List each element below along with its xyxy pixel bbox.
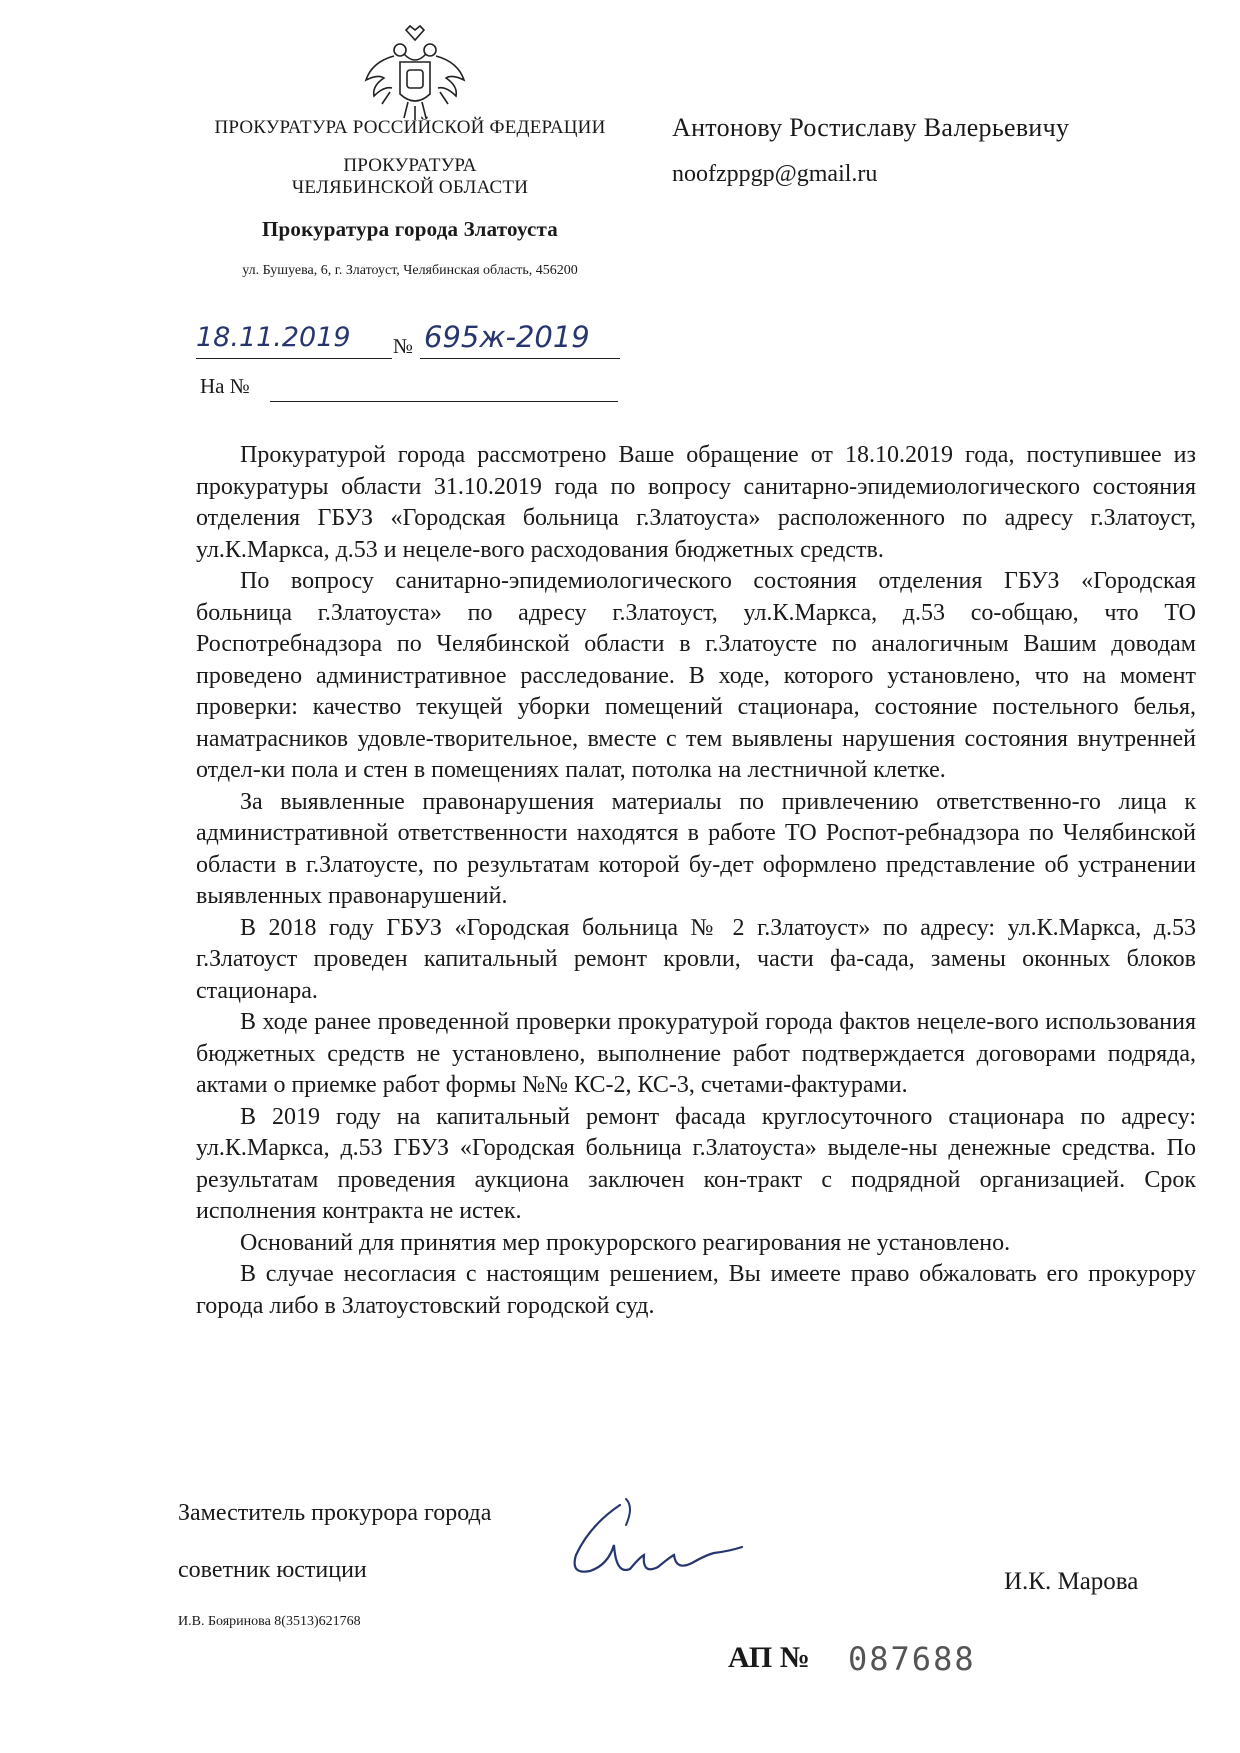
signer-name: И.К. Марова: [1004, 1568, 1139, 1595]
recipient-name: Антонову Ростиславу Валерьевичу: [672, 113, 1070, 142]
document-number: 695ж-2019: [424, 320, 590, 354]
paragraph: По вопросу санитарно-эпидемиологического состояния отделения ГБУЗ «Городская больница г.Златоуста» по адресу г.Златоуст, ул.К.Маркса, д.53 со-общаю, что ТО Роспотребнадзора по Челябинской области в г.Златоусте по аналогичным Вашим доводам проведено административное расследование. В ходе, которого установлено, что на момент проверки: качество текущей уборки помещений стационара, состояние постельного белья, наматрасников удовле-творительное, вместе с тем выявлены нарушения состояния внутренней отдел-ки пола и стен в помещениях палат, потолка на лестничной клетке.: [196, 568, 1196, 783]
executor-contact: И.В. Бояринова 8(3513)621768: [178, 1614, 361, 1629]
recipient-email: noofzppgp@gmail.ru: [672, 161, 878, 187]
paragraph: Прокуратурой города рассмотрено Ваше обращение от 18.10.2019 года, поступившее из прокуратуры области 31.10.2019 года по вопросу санитарно-эпидемиологического состояния отделения ГБУЗ «Городская больница г.Златоуста» расположенного по адресу г.Златоуст, ул.К.Маркса, д.53 и нецеле-вого расходования бюджетных средств.: [196, 442, 1196, 563]
reply-to-underline: [270, 377, 618, 402]
signer-position: Заместитель прокурора города: [178, 1500, 492, 1526]
handwritten-signature: [530, 1485, 760, 1595]
paragraph: В случае несогласия с настоящим решением, Вы имеете право обжаловать его прокурору города либо в Златоустовский городской суд.: [196, 1261, 1196, 1319]
signer-rank: советник юстиции: [178, 1557, 367, 1583]
paragraph: За выявленные правонарушения материалы по привлечению ответственно-го лица к административной ответственности находятся в работе ТО Роспот-ребнадзора по Челябинской области в г.Златоусте, по результатам которой бу-дет оформлено представление об устранении выявленных правонарушений.: [196, 788, 1196, 909]
paragraph: В 2019 году на капитальный ремонт фасада круглосуточного стационара по адресу: ул.К.Маркса, д.53 ГБУЗ «Городская больница г.Златоуста» выделе-ны денежные средства. По результатам проведения аукциона заключен кон-тракт с подрядной организацией. Срок исполнения контракта не истек.: [196, 1103, 1196, 1224]
paragraph: В ходе ранее проведенной проверки прокуратурой города фактов нецеле-вого использования бюджетных средств не установлено, выполнение работ подтверждается договорами подряда, актами о приемке работ формы №№ КС-2, КС-3, счетами-фактурами.: [196, 1009, 1196, 1098]
letter-body: [196, 440, 1196, 1322]
form-serial-number: 087688: [848, 1640, 976, 1678]
form-series-label: АП №: [728, 1641, 810, 1674]
reply-to-label: На №: [200, 374, 250, 398]
org-line-federation: ПРОКУРАТУРА РОССИЙСКОЙ ФЕДЕРАЦИИ: [214, 117, 606, 138]
org-line-region: ЧЕЛЯБИНСКОЙ ОБЛАСТИ: [291, 177, 529, 198]
double-headed-eagle-emblem: [360, 22, 470, 122]
paragraph: Оснований для принятия мер прокурорского реагирования не установлено.: [240, 1229, 1011, 1256]
org-line-regional: [190, 155, 630, 199]
number-sign: №: [393, 334, 414, 358]
paragraph: В 2018 году ГБУЗ «Городская больница № 2 г.Златоуст» по адресу: ул.К.Маркса, д.53 г.Златоуст проведен капитальный ремонт кровли, части фа-сада, замены оконных блоков стационара.: [196, 914, 1196, 1004]
org-address: ул. Бушуева, 6, г. Златоуст, Челябинская область, 456200: [242, 263, 578, 278]
org-name: Прокуратура города Златоуста: [261, 217, 558, 241]
document-date: 18.11.2019: [196, 322, 351, 353]
org-line-prosecutor: ПРОКУРАТУРА: [343, 155, 477, 176]
